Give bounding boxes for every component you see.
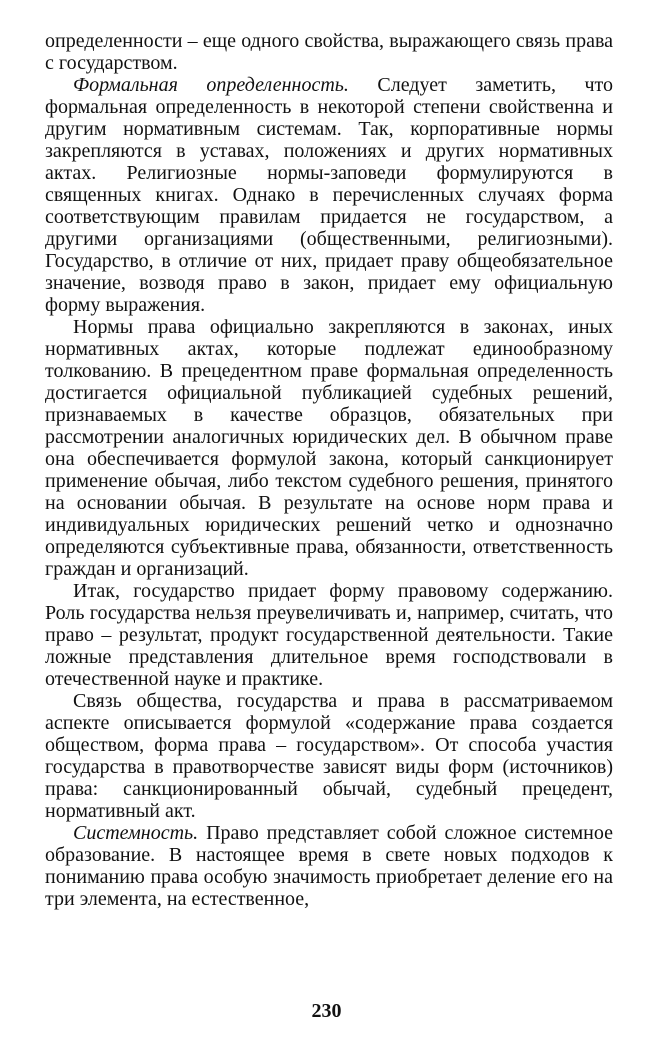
paragraph-2 [45,74,613,316]
body-text [45,30,613,910]
page-number: 230 [311,1000,342,1022]
paragraph-5-text: Связь общества, государства и права в рассматриваемом аспекте описывается формулой «содержание права создается обществом, форма права – государством». От способа участия государства в правотворчестве зависят виды форм (источников) права: санкционированный обычай, судебный прецедент, нормативный акт. [45,690,613,822]
paragraph-2-lead: Формальная определенность. [73,74,349,96]
paragraph-6-lead: Системность. [73,822,199,844]
paragraph-2-text: Следует заметить, что формальная определенность в некоторой степени свойственна и другим нормативным системам. Так, корпоративные нормы закрепляются в уставах, положениях и других нормативных актах. Религиозные нормы-заповеди формулируются в священных книгах. Однако в перечисленных случаях форма соответствующим правилам придается не государством, а другими организациями (общественными, религиозными). Государство, в отличие от них, придает праву общеобязательное значение, возводя право в закон, придает ему официальную форму выражения. [45,74,613,316]
paragraph-5 [45,690,613,822]
paragraph-3-text: Нормы права официально закрепляются в законах, иных нормативных актах, которые подлежат единообразному толкованию. В прецедентном праве формальная определенность достигается официальной публикацией судебных решений, признаваемых в качестве образцов, обязательных при рассмотрении аналогичных юридических дел. В обычном праве она обеспечивается формулой закона, который санкционирует применение обычая, либо текстом судебного решения, принятого на основании обычая. В результате на основе норм права и индивидуальных юридических решений четко и однозначно определяются субъективные права, обязанности, ответственность граждан и организаций. [45,316,613,580]
paragraph-1-text: определенности – еще одного свойства, выражающего связь права с государством. [45,30,613,74]
paragraph-6-text: Право представляет собой сложное системное образование. В настоящее время в свете новых подходов к пониманию права особую значимость приобретает деление его на три элемента, на естественное, [45,822,613,910]
paragraph-4-text: Итак, государство придает форму правовому содержанию. Роль государства нельзя преувеличивать и, например, считать, что право – результат, продукт государственной деятельности. Такие ложные представления длительное время господствовали в отечественной науке и практике. [45,580,613,690]
paragraph-1 [45,30,613,74]
paragraph-4 [45,580,613,690]
paragraph-3 [45,316,613,580]
paragraph-6 [45,822,613,910]
